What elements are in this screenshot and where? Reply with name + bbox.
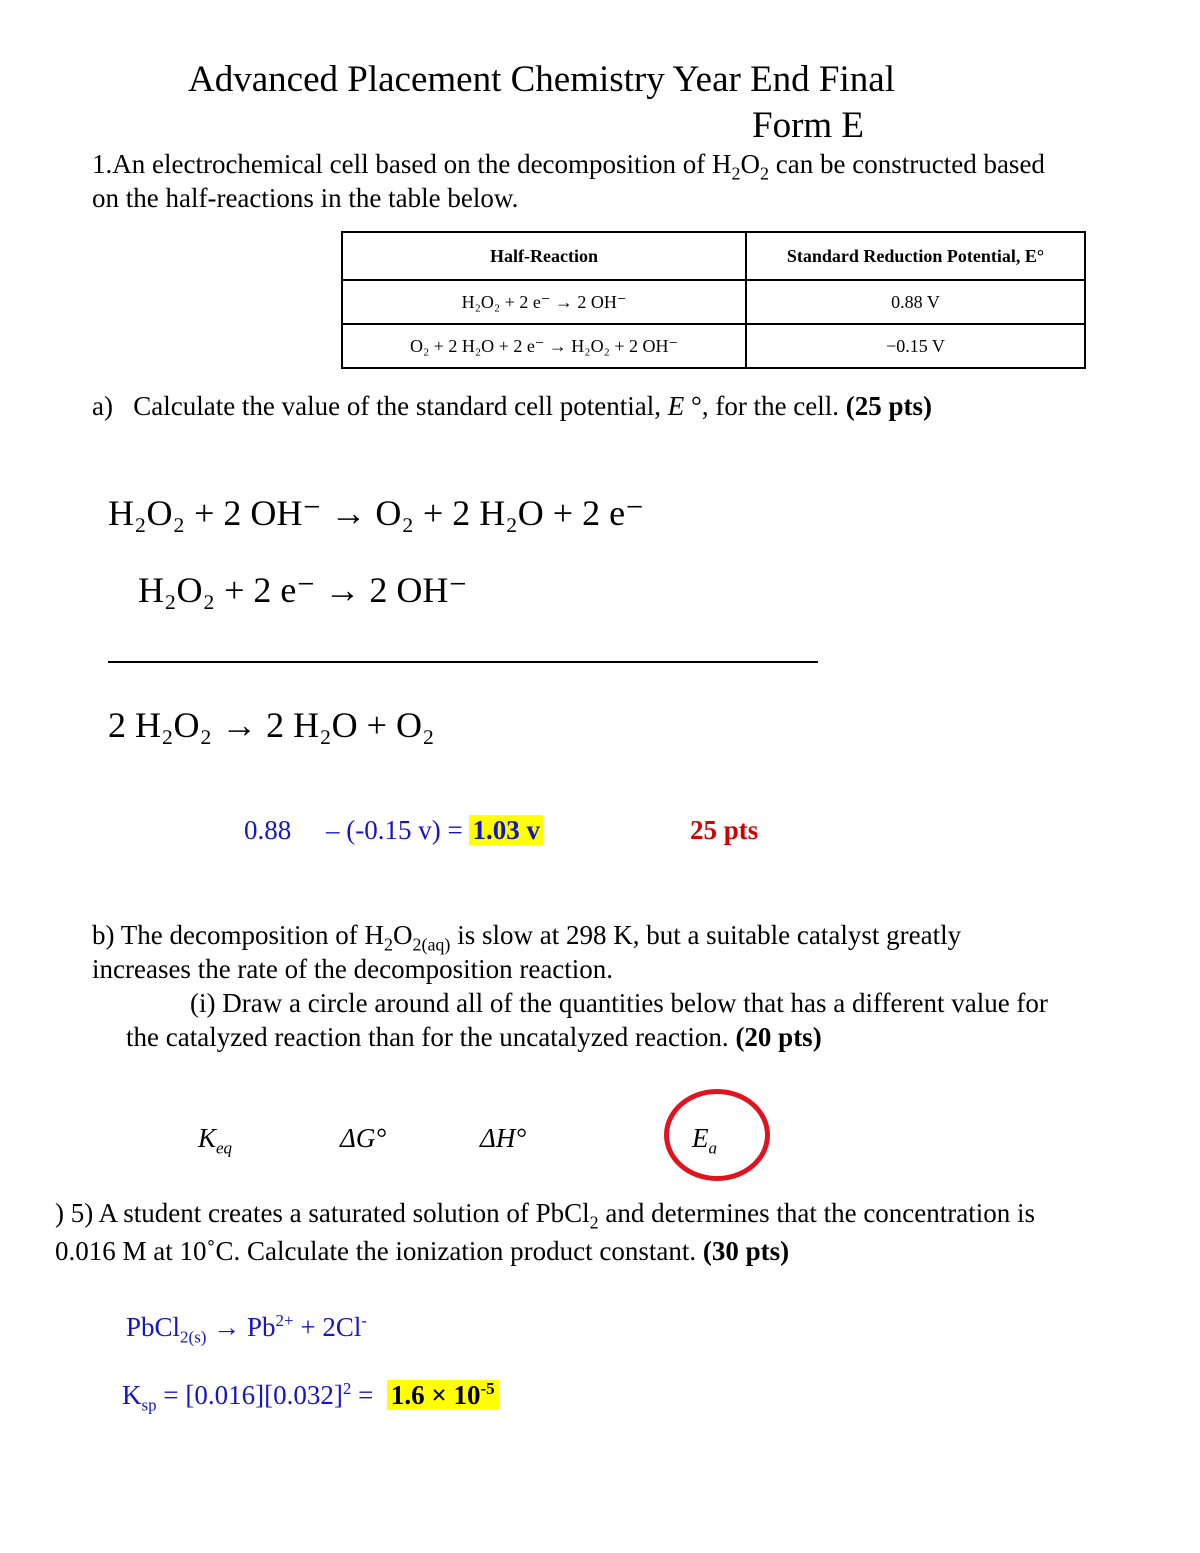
q5-ksp-calculation: $K_{sp} = [0.016][0.032]^2 = 1.6 \times 10^{-5}$ xyxy=(122,1378,499,1412)
table-header-cell: Half-Reaction xyxy=(342,232,746,280)
table-cell-potential: 0.88 V xyxy=(746,280,1085,324)
q1-intro-line2: on the half-reactions in the table below. xyxy=(92,183,519,213)
quantity-keq: $K_{eq}$ xyxy=(198,1123,233,1158)
score-a: 25 pts xyxy=(690,815,759,845)
part-b-line3: (i) Draw a circle around all of the quantities below that has a different value for xyxy=(190,988,1048,1018)
q5-line2: 0.016 M at 10˚C. Calculate the ionization product constant. (30 pts) xyxy=(55,1236,790,1266)
table-cell-potential: −0.15 V xyxy=(746,324,1085,368)
q5-line1: ) 5) A student creates a saturated solution of PbCl$_2$ and determines that the concentration is xyxy=(55,1198,1036,1233)
part-b-line4: the catalyzed reaction than for the uncatalyzed reaction. (20 pts) xyxy=(126,1022,822,1052)
sum-divider xyxy=(108,661,818,663)
table-header-row xyxy=(342,232,1085,280)
quantity-ea: $E_a$ xyxy=(692,1123,717,1158)
table-cell-reaction: H₂O₂ + 2 e⁻ → 2 OH⁻ xyxy=(342,280,746,324)
ksp-answer: $1.6 \times 10^{-5}$ xyxy=(387,1380,499,1410)
quantity-delta-g: ΔG° xyxy=(340,1123,387,1153)
calc-answer: 1.03 v xyxy=(469,815,543,845)
answer-circle xyxy=(664,1089,770,1181)
equation-oxidation: H₂O₂ + 2 OH⁻ → O₂ + 2 H₂O + 2 e⁻ xyxy=(108,493,645,533)
part-a-prompt: a) Calculate the value of the standard cell potential, E °, for the cell. (25 pts) xyxy=(92,391,933,421)
equation-reduction: H₂O₂ + 2 e⁻ → 2 OH⁻ xyxy=(138,570,468,610)
page-title: Advanced Placement Chemistry Year End Final xyxy=(188,59,895,100)
calc-left-value: 0.88 xyxy=(244,815,292,845)
equation-overall: 2 H₂O₂ → 2 H₂O + O₂ xyxy=(108,705,435,745)
q5-dissociation-equation: PbCl$_{2(s)}$ → $Pb^{2+} + 2Cl^-$ xyxy=(126,1311,368,1347)
table-cell-reaction: O₂ + 2 H₂O + 2 e⁻ → H₂O₂ + 2 OH⁻ xyxy=(342,324,746,368)
part-b-line2: increases the rate of the decomposition reaction. xyxy=(92,954,614,984)
table-row xyxy=(342,324,1085,368)
half-reaction-table xyxy=(341,231,1086,369)
table-header-cell: Standard Reduction Potential, E° xyxy=(746,232,1085,280)
form-label: Form E xyxy=(752,105,865,146)
part-b-line1: b) The decomposition of $H_2O_{2(aq)}$ is slow at 298 K, but a suitable catalyst greatly xyxy=(92,920,962,955)
q1-intro-line1: 1.An electrochemical cell based on the decomposition of $H_2O_2$ can be constructed based xyxy=(92,149,1045,184)
quantity-delta-h: ΔH° xyxy=(480,1123,527,1153)
table-row xyxy=(342,280,1085,324)
calc-expression: – (-0.15 v) = 1.03 v xyxy=(326,813,543,847)
